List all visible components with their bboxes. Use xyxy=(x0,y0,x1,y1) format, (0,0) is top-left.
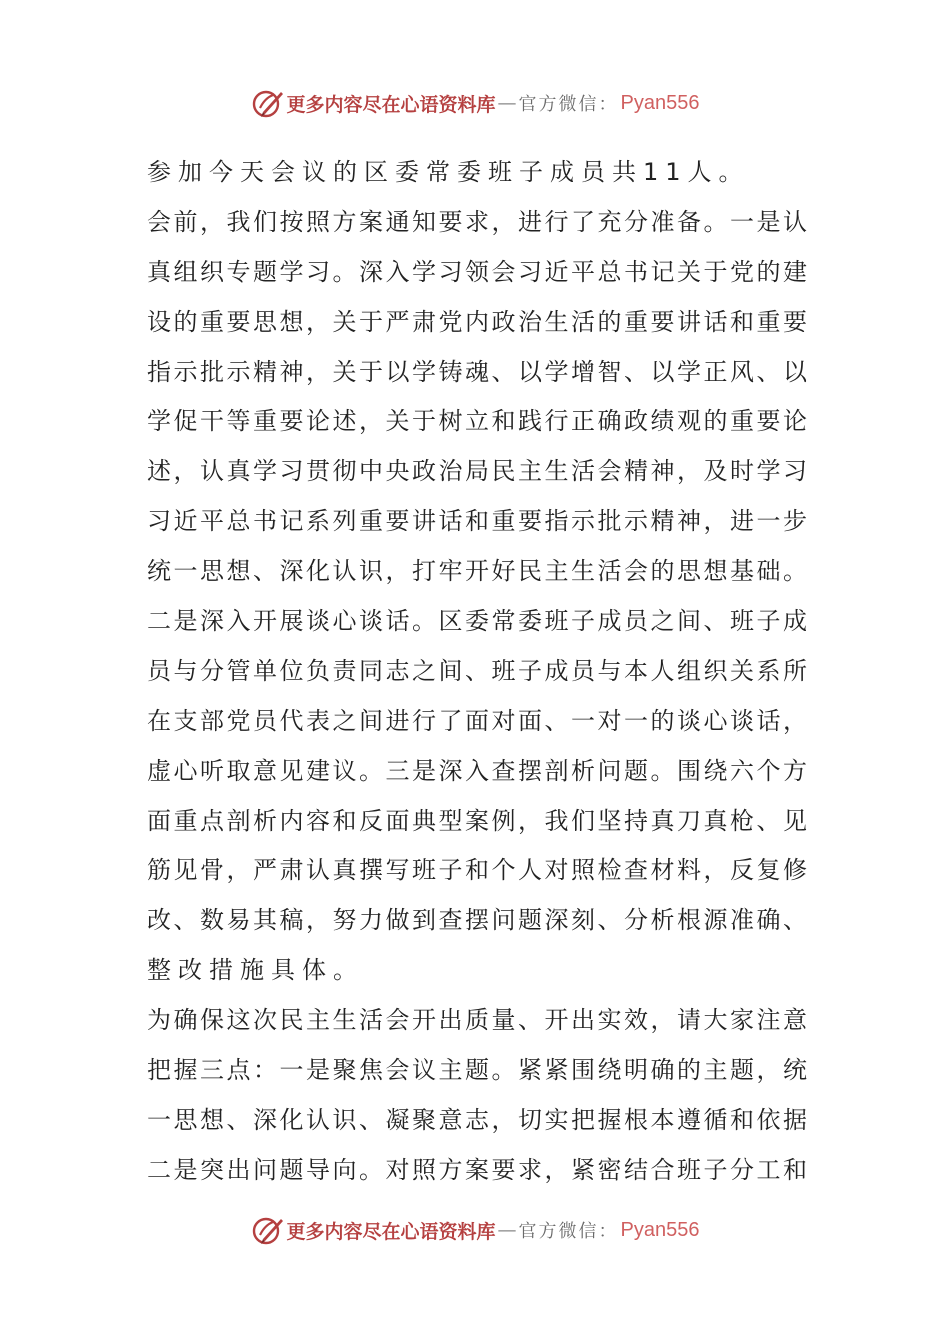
text-line: 改、数易其稿，努力做到查摆问题深刻、分析根源准确、 xyxy=(147,906,807,935)
watermark-wechat-label: 官方微信： xyxy=(518,94,619,115)
text-line: 统一思想、深化认识，打牢开好民主生活会的思想基础。 xyxy=(147,557,807,586)
text-line: 真组织专题学习。深入学习领会习近平总书记关于党的建 xyxy=(147,257,807,286)
text-line: 二是深入开展谈心谈话。区委常委班子成员之间、班子成 xyxy=(147,607,807,636)
text-line: 述，认真学习贯彻中央政治局民主生活会精神，及时学习 xyxy=(147,457,807,486)
watermark-dash: — xyxy=(497,1219,517,1241)
watermark-wechat-label: 官方微信： xyxy=(518,1221,619,1242)
text-line: 参加今天会议的区委常委班子成员共11人。 xyxy=(147,158,750,186)
text-line: 面重点剖析内容和反面典型案例，我们坚持真刀真枪、见 xyxy=(147,806,807,835)
document-body xyxy=(147,148,807,1196)
text-line: 设的重要思想，关于严肃党内政治生活的重要讲话和重要 xyxy=(147,307,807,336)
text-line: 学促干等重要论述，关于树立和践行正确政绩观的重要论 xyxy=(147,407,807,436)
pen-logo-icon xyxy=(251,1213,285,1247)
text-line: 虚心听取意见建议。三是深入查摆剖析问题。围绕六个方 xyxy=(147,756,807,785)
text-line: 会前，我们按照方案通知要求，进行了充分准备。一是认 xyxy=(147,207,807,236)
pen-logo-icon xyxy=(251,86,285,120)
text-line: 一思想、深化认识、凝聚意志，切实把握根本遵循和依据 xyxy=(147,1105,807,1134)
text-line: 把握三点：一是聚焦会议主题。紧紧围绕明确的主题，统 xyxy=(147,1056,807,1085)
text-line: 在支部党员代表之间进行了面对面、一对一的谈心谈话， xyxy=(147,706,807,735)
text-line: 为确保这次民主生活会开出质量、开出实效，请大家注意 xyxy=(147,1006,807,1035)
watermark-site-text: 更多内容尽在心语资料库 xyxy=(286,93,496,116)
watermark-wechat-id: Pyan556 xyxy=(620,1218,700,1241)
watermark-dash: — xyxy=(497,92,517,114)
footer-watermark xyxy=(0,1210,950,1250)
text-line: 筋见骨，严肃认真撰写班子和个人对照检查材料，反复修 xyxy=(147,856,807,885)
text-line: 整改措施具体。 xyxy=(147,956,364,985)
text-line: 二是突出问题导向。对照方案要求，紧密结合班子分工和 xyxy=(147,1155,807,1184)
text-line: 指示批示精神，关于以学铸魂、以学增智、以学正风、以 xyxy=(147,357,807,386)
header-watermark xyxy=(0,83,950,123)
text-line: 习近平总书记系列重要讲话和重要指示批示精神，进一步 xyxy=(147,507,807,536)
text-line: 员与分管单位负责同志之间、班子成员与本人组织关系所 xyxy=(147,656,807,685)
watermark-site-text: 更多内容尽在心语资料库 xyxy=(286,1220,496,1243)
watermark-wechat-id: Pyan556 xyxy=(620,91,700,114)
